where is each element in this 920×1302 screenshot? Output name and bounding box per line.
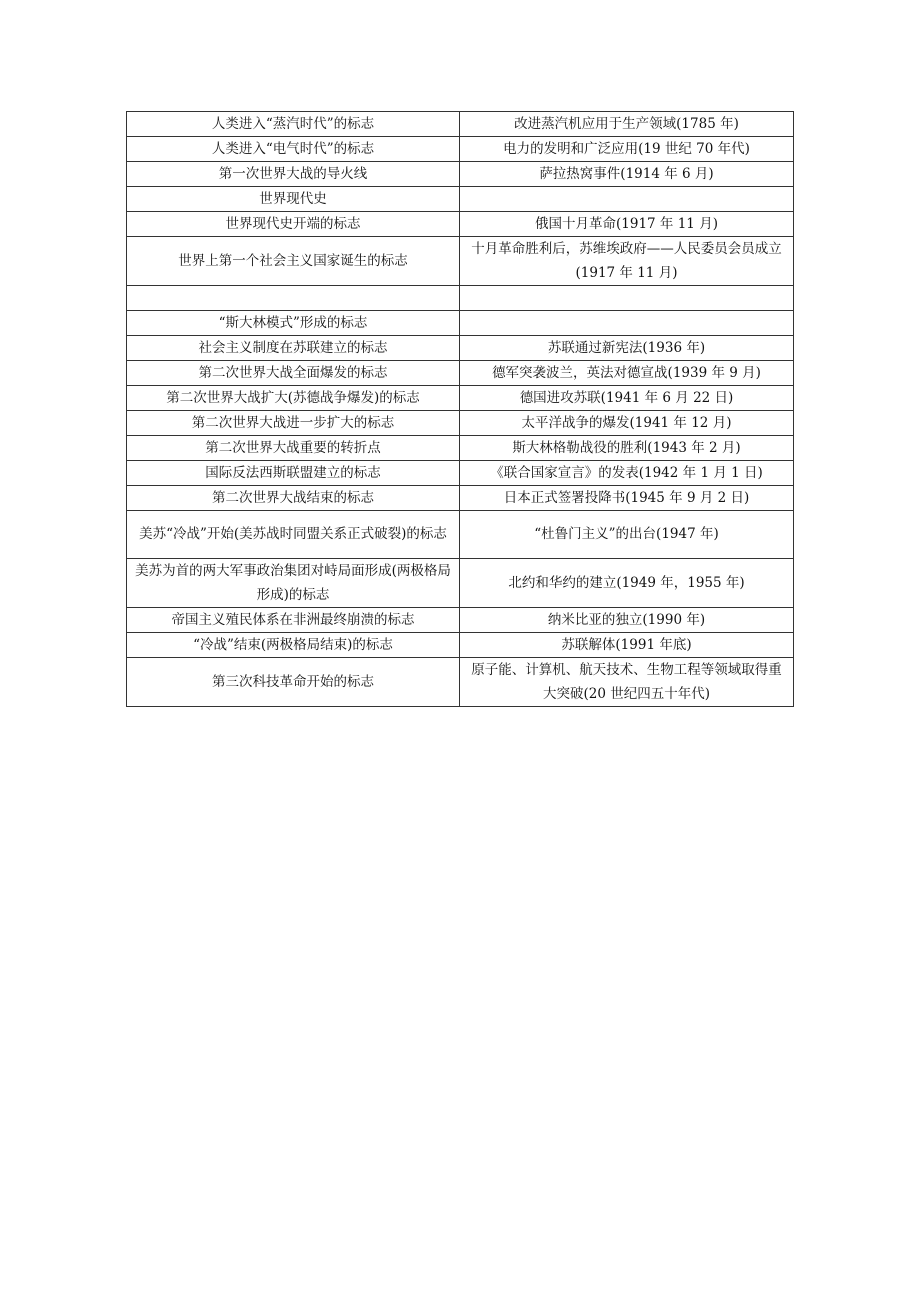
table-row <box>127 286 794 311</box>
marker-cell <box>460 310 794 335</box>
event-cell: 第三次科技革命开始的标志 <box>127 657 460 706</box>
table-row <box>127 558 794 607</box>
event-cell: 国际反法西斯联盟建立的标志 <box>127 460 460 485</box>
table-row <box>127 237 794 286</box>
event-cell: 第二次世界大战全面爆发的标志 <box>127 360 460 385</box>
event-cell: 第一次世界大战的导火线 <box>127 162 460 187</box>
marker-cell: 苏联通过新宪法(1936 年) <box>460 335 794 360</box>
table-row <box>127 212 794 237</box>
marker-cell <box>460 286 794 311</box>
event-cell: 第二次世界大战重要的转折点 <box>127 435 460 460</box>
event-cell: 美苏“冷战”开始(美苏战时同盟关系正式破裂)的标志 <box>127 510 460 558</box>
marker-cell: 电力的发明和广泛应用(19 世纪 70 年代) <box>460 137 794 162</box>
event-cell: 世界上第一个社会主义国家诞生的标志 <box>127 237 460 286</box>
marker-cell: 《联合国家宣言》的发表(1942 年 1 月 1 日) <box>460 460 794 485</box>
marker-cell: 纳米比亚的独立(1990 年) <box>460 607 794 632</box>
marker-cell: 苏联解体(1991 年底) <box>460 632 794 657</box>
marker-cell: 日本正式签署投降书(1945 年 9 月 2 日) <box>460 485 794 510</box>
table-row <box>127 112 794 137</box>
table-row <box>127 510 794 558</box>
marker-cell: 原子能、计算机、航天技术、生物工程等领域取得重大突破(20 世纪四五十年代) <box>460 657 794 706</box>
event-cell: 世界现代史 <box>127 187 460 212</box>
marker-cell: 太平洋战争的爆发(1941 年 12 月) <box>460 410 794 435</box>
event-cell: “冷战”结束(两极格局结束)的标志 <box>127 632 460 657</box>
marker-cell: 改进蒸汽机应用于生产领域(1785 年) <box>460 112 794 137</box>
marker-cell: 萨拉热窝事件(1914 年 6 月) <box>460 162 794 187</box>
marker-cell: 德国进攻苏联(1941 年 6 月 22 日) <box>460 385 794 410</box>
marker-cell <box>460 187 794 212</box>
table-row <box>127 607 794 632</box>
table-row <box>127 385 794 410</box>
table-row <box>127 435 794 460</box>
table-row <box>127 162 794 187</box>
marker-cell: 俄国十月革命(1917 年 11 月) <box>460 212 794 237</box>
table-row <box>127 310 794 335</box>
event-cell: 人类进入“蒸汽时代”的标志 <box>127 112 460 137</box>
event-cell: 美苏为首的两大军事政治集团对峙局面形成(两极格局形成)的标志 <box>127 558 460 607</box>
event-cell: 第二次世界大战结束的标志 <box>127 485 460 510</box>
marker-cell: 斯大林格勒战役的胜利(1943 年 2 月) <box>460 435 794 460</box>
table-row <box>127 460 794 485</box>
event-cell: 人类进入“电气时代”的标志 <box>127 137 460 162</box>
event-cell: 第二次世界大战进一步扩大的标志 <box>127 410 460 435</box>
marker-cell: 十月革命胜利后，苏维埃政府——人民委员会员成立(1917 年 11 月) <box>460 237 794 286</box>
table-row <box>127 187 794 212</box>
table-row <box>127 632 794 657</box>
event-cell <box>127 286 460 311</box>
table-row <box>127 485 794 510</box>
event-cell: 社会主义制度在苏联建立的标志 <box>127 335 460 360</box>
marker-cell: 北约和华约的建立(1949 年，1955 年) <box>460 558 794 607</box>
marker-cell: “杜鲁门主义”的出台(1947 年) <box>460 510 794 558</box>
marker-cell: 德军突袭波兰，英法对德宣战(1939 年 9 月) <box>460 360 794 385</box>
table-row <box>127 137 794 162</box>
event-cell: 帝国主义殖民体系在非洲最终崩溃的标志 <box>127 607 460 632</box>
event-cell: 第二次世界大战扩大(苏德战争爆发)的标志 <box>127 385 460 410</box>
history-markers-table <box>126 111 794 707</box>
event-cell: 世界现代史开端的标志 <box>127 212 460 237</box>
table-row <box>127 657 794 706</box>
table-row <box>127 410 794 435</box>
event-cell: “斯大林模式”形成的标志 <box>127 310 460 335</box>
table-row <box>127 335 794 360</box>
table-row <box>127 360 794 385</box>
